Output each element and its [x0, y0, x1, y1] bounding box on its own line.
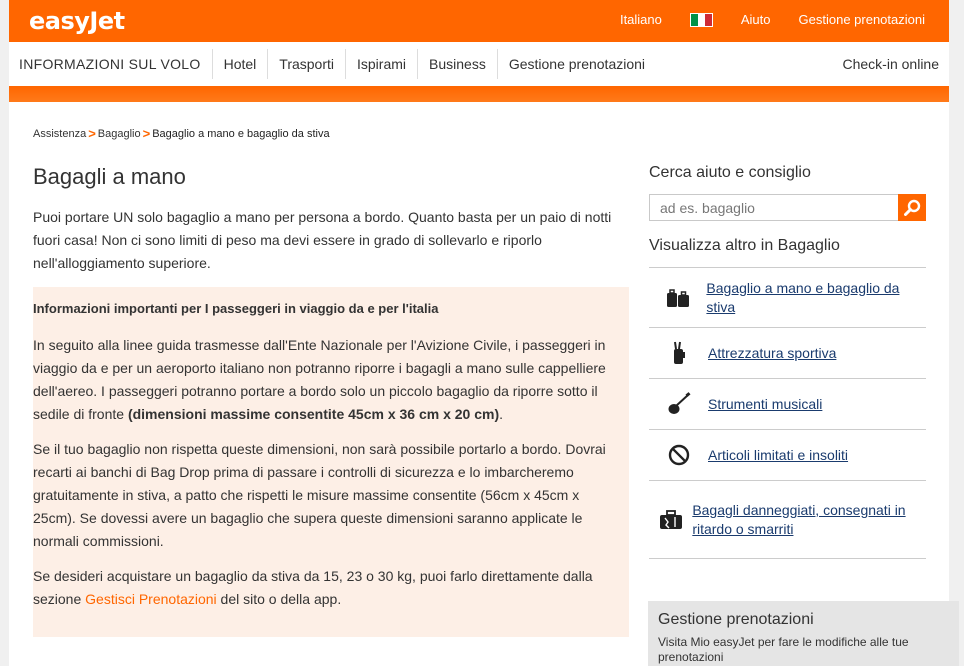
related-link-sports-equipment[interactable]: Attrezzatura sportiva [708, 344, 837, 361]
manage-bookings-panel[interactable] [648, 601, 959, 666]
easyjet-logo[interactable]: easyJet [29, 7, 125, 35]
language-label: Italiano [619, 12, 662, 27]
info-paragraph-1-text: In seguito alla linee guida trasmesse dall'Ente Nazionale per l'Avizione Civile, i passeggeri in viaggio da e per un aeroporto italiano non potranno riporre i bagagli a mano sulle cappelliere dell'aereo. I passeggeri potranno portare a bordo solo un piccolo bagaglio da riporre sotto il sedile di fronte [33, 337, 606, 422]
breadcrumb [33, 126, 330, 141]
nav-item-flight-info[interactable]: INFORMAZIONI SUL VOLO [9, 49, 213, 79]
related-item[interactable] [649, 328, 926, 379]
sidebar [649, 164, 926, 559]
info-paragraph-3-end: del sito o della app. [216, 591, 342, 607]
related-item[interactable] [649, 430, 926, 481]
nav-item-manage-bookings[interactable]: Gestione prenotazioni [508, 56, 646, 72]
golf-bag-icon [649, 341, 708, 365]
checkin-online-link[interactable]: Check-in online [842, 56, 939, 72]
help-link[interactable]: Aiuto [740, 12, 771, 27]
related-item[interactable] [649, 379, 926, 430]
italy-flag-icon [690, 13, 713, 27]
related-item[interactable] [649, 268, 926, 328]
content-panel [9, 102, 949, 666]
nav-item-inspire[interactable]: Ispirami [346, 49, 418, 79]
search-title: Cerca aiuto e consiglio [649, 164, 811, 181]
prohibited-icon [649, 444, 708, 466]
info-paragraph-1-end: . [499, 406, 504, 422]
language-selector[interactable] [592, 12, 713, 27]
related-link-damaged-luggage[interactable]: Bagagli danneggiati, consegnati in ritardo o smarriti [692, 501, 906, 537]
related-title: Visualizza altro in Bagaglio [649, 237, 840, 254]
chevron-right-icon: > [88, 126, 96, 141]
max-dimensions: (dimensioni massime consentite 45cm x 36 cm x 20 cm) [127, 406, 500, 422]
breadcrumb-baggage[interactable]: Bagaglio [97, 127, 141, 140]
intro-text: Puoi portare UN solo bagaglio a mano per persona a bordo. Quanto basta per un paio di notti fuori casa! Non ci sono limiti di peso ma devi essere in grado di sollevarlo e riporlo nell'alloggiamento superiore. [33, 209, 612, 271]
manage-bookings-text: Visita Mio easyJet per fare le modifiche alle tue prenotazioni [658, 635, 909, 664]
manage-bookings-inline-link[interactable]: Gestisci Prenotazioni [85, 591, 217, 607]
info-paragraph-1 [33, 334, 629, 426]
suitcases-icon [649, 289, 706, 307]
help-search [649, 194, 926, 221]
top-bar [9, 0, 949, 42]
info-paragraph-3 [33, 565, 629, 611]
main-article [33, 164, 629, 637]
info-paragraph-2: Se il tuo bagaglio non rispetta queste dimensioni, non sarà possibile portarlo a bordo. Dovrai recarti ai banchi di Bag Drop prima di passare i controlli di sicurezza e lo imbarcheremo gratuitamente in stiva, a patto che rispetti le misure massime consentite (56cm x 45cm x 25cm). Se dovessi avere un bagaglio che supera queste dimensioni saranno applicate le normali commissioni. [33, 441, 606, 549]
nav-item-hotel[interactable]: Hotel [213, 49, 269, 79]
related-link-restricted-items[interactable]: Articoli limitati e insoliti [708, 446, 849, 463]
manage-bookings-title: Gestione prenotazioni [658, 611, 814, 628]
breadcrumb-current: Bagaglio a mano e bagaglio da stiva [152, 127, 330, 140]
related-item[interactable] [649, 481, 926, 559]
chevron-right-icon: > [142, 126, 151, 141]
search-button[interactable] [898, 194, 926, 221]
manage-bookings-link[interactable]: Gestione prenotazioni [798, 12, 925, 27]
damaged-luggage-icon [649, 510, 692, 530]
related-link-musical-instruments[interactable]: Strumenti musicali [708, 395, 823, 412]
info-paragraph-3-text: Se desideri acquistare un bagaglio da stiva da 15, 23 o 30 kg, puoi farlo direttamente dalla sezione [33, 568, 593, 607]
info-box-heading: Informazioni importanti per I passeggeri in viaggio da e per l'italia [33, 301, 439, 316]
nav-item-transport[interactable]: Trasporti [268, 49, 346, 79]
help-search-input[interactable] [649, 194, 898, 221]
top-links [592, 12, 925, 27]
nav-item-business[interactable]: Business [418, 49, 498, 79]
breadcrumb-assistance[interactable]: Assistenza [33, 127, 87, 140]
guitar-icon [649, 392, 708, 416]
italy-info-box [33, 287, 629, 637]
related-link-hand-luggage[interactable]: Bagaglio a mano e bagaglio da stiva [706, 279, 900, 315]
orange-band [9, 86, 949, 102]
related-links [649, 267, 926, 559]
main-nav [9, 42, 949, 86]
page-title: Bagagli a mano [33, 164, 186, 189]
search-icon [904, 199, 921, 216]
